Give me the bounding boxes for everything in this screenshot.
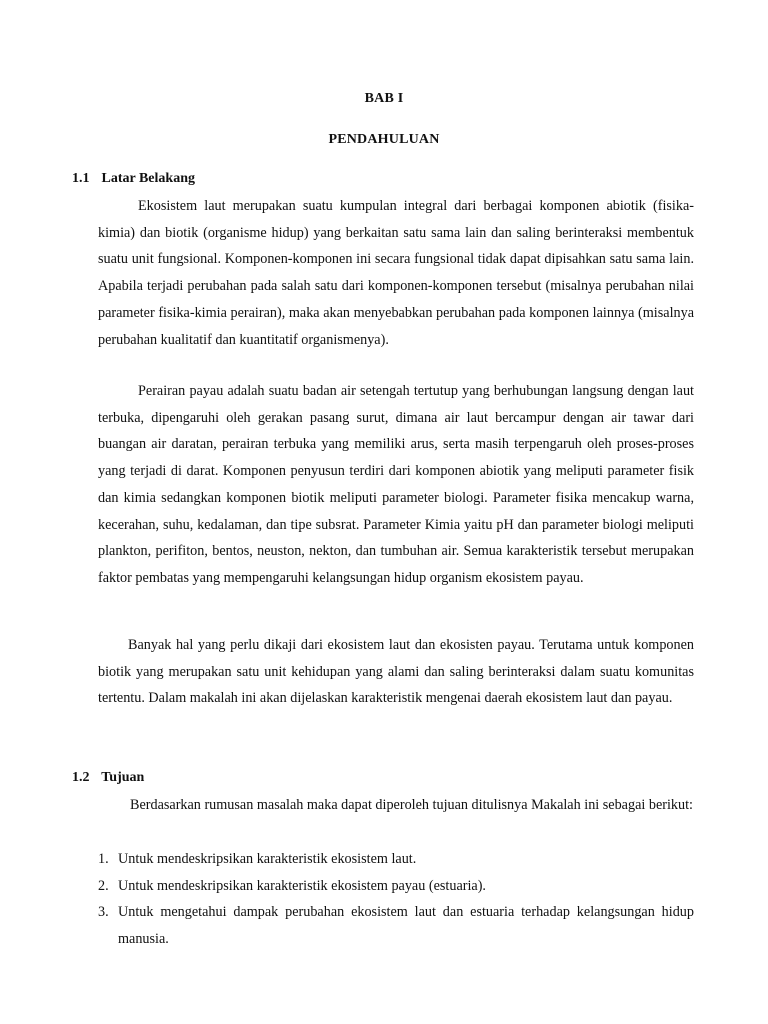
- list-item: [98, 873, 694, 900]
- chapter-title: PENDAHULUAN: [328, 132, 440, 147]
- list-item: [98, 846, 694, 873]
- goal-list: [98, 846, 694, 953]
- paragraph-ekosistem-laut: Ekosistem laut merupakan suatu kumpulan integral dari berbagai komponen abiotik (fisika-kimia) dan biotik (organisme hidup) yang berkaitan satu sama lain dan saling berinteraksi membentuk suatu unit fungsional. Komponen-komponen ini secara fungsional tidak dapat dipisahkan satu sama lain. Apabila terjadi perubahan pada salah satu dari komponen-komponen tersebut (misalnya perubahan nilai parameter fisika-kimia perairan), maka akan menyebabkan perubahan pada komponen lainnya (misalnya perubahan kualitatif dan kuantitatif organismenya).: [98, 198, 694, 348]
- paragraph-tujuan-intro: Berdasarkan rumusan masalah maka dapat diperoleh tujuan ditulisnya Makalah ini sebagai berikut:: [130, 797, 693, 813]
- paragraph-kajian: Banyak hal yang perlu dikaji dari ekosistem laut dan ekosisten payau. Terutama untuk komponen biotik yang merupakan satu unit kehidupan yang alami dan saling berinteraksi dalam suatu komunitas tertentu. Dalam makalah ini akan dijelaskan karakteristik mengenai daerah ekosistem laut dan payau.: [98, 637, 694, 707]
- section-heading-latar-belakang: [72, 171, 195, 187]
- list-item-text: Untuk mendeskripsikan karakteristik ekosistem payau (estuaria).: [118, 877, 486, 894]
- list-item-marker: 1.: [98, 851, 109, 867]
- list-item-text: Untuk mendeskripsikan karakteristik ekosistem laut.: [118, 851, 417, 867]
- list-item: [98, 899, 694, 952]
- section-heading-tujuan: [72, 770, 144, 786]
- section-number: 1.2: [72, 770, 90, 785]
- section-title: Latar Belakang: [101, 171, 195, 186]
- section-number: 1.1: [72, 171, 90, 186]
- list-item-marker: 2.: [98, 877, 109, 894]
- list-item-text: Untuk mengetahui dampak perubahan ekosistem laut dan estuaria terhadap kelangsungan hidup manusia.: [118, 904, 694, 948]
- chapter-label: BAB I: [364, 91, 404, 106]
- section-title: Tujuan: [101, 770, 145, 785]
- list-item-marker: 3.: [98, 904, 109, 921]
- paragraph-perairan-payau: Perairan payau adalah suatu badan air setengah tertutup yang berhubungan langsung dengan laut terbuka, dipengaruhi oleh gerakan pasang surut, dimana air laut bercampur dengan air tawar dari buangan air daratan, perairan terbuka yang memiliki arus, serta masih terpengaruh oleh proses-proses yang terjadi di darat. Komponen penyusun terdiri dari komponen abiotik yang meliputi parameter fisik dan kimia sedangkan komponen biotik meliputi parameter biologi. Parameter fisika mencakup warna, kecerahan, suhu, kedalaman, dan tipe subsrat. Parameter Kimia yaitu pH dan parameter biologi meliputi plankton, perifiton, bentos, neuston, nekton, dan tumbuhan air. Semua karakteristik tersebut merupakan faktor pembatas yang mempengaruhi kelangsungan hidup organism ekosistem payau.: [98, 383, 694, 586]
